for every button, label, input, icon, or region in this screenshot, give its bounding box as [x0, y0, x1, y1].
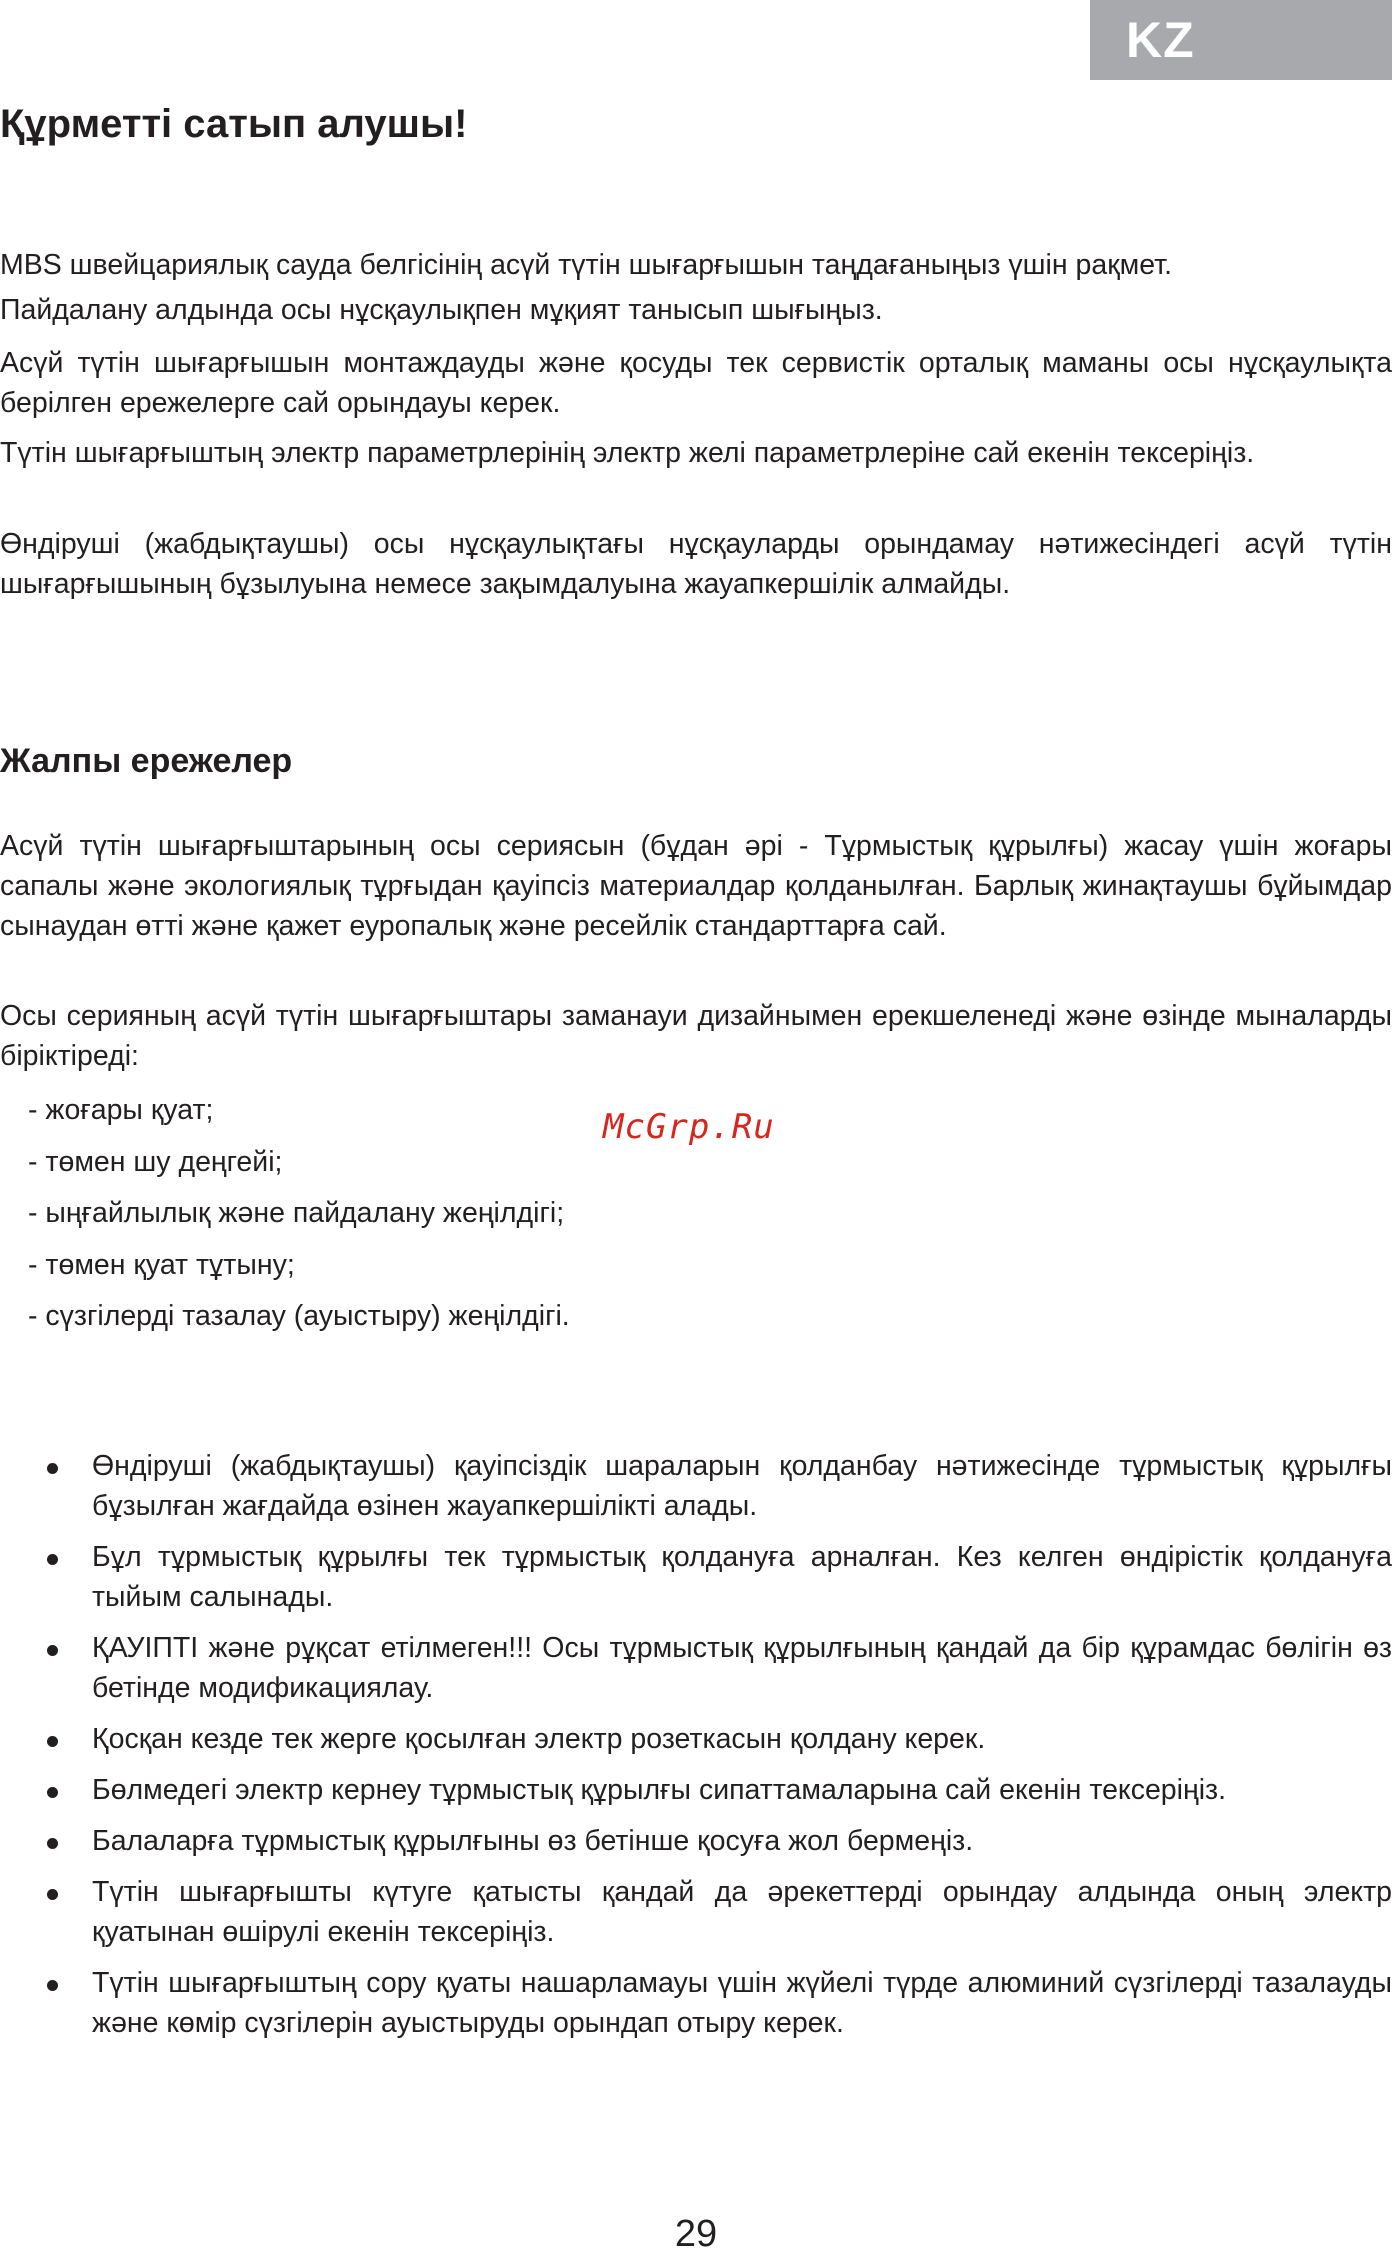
safety-rule-item [0, 1446, 1392, 1526]
features-list [28, 1085, 570, 1343]
language-tab: KZ [1090, 0, 1392, 80]
safety-rule-item [0, 1821, 1392, 1861]
safety-rule-item [0, 1537, 1392, 1617]
section-title-general: Жалпы ережелер [0, 742, 293, 780]
bullet-icon [47, 1554, 58, 1565]
safety-rules-list [0, 1446, 1392, 2054]
safety-rule-text: Өндіруші (жабдықтаушы) қауіпсіздік шараларын қолданбау нәтижесінде тұрмыстық құрылғы бұзылған жағдайда өзінен жауапкершілікті алады. [92, 1450, 1392, 1522]
feature-item: - төмен шу деңгейі; [28, 1145, 283, 1178]
safety-rule-item [0, 1872, 1392, 1952]
bullet-icon [47, 1463, 58, 1474]
safety-rule-text: Бөлмедегі электр кернеу тұрмыстық құрылғы сипаттамаларына сай екенін тексеріңіз. [92, 1774, 1227, 1806]
watermark: McGrp.Ru [603, 1107, 775, 1147]
safety-rule-text: Балаларға тұрмыстық құрылғыны өз бетінше қосуға жол бермеңіз. [92, 1825, 974, 1857]
feature-item: - жоғары қуат; [28, 1094, 214, 1126]
page-title: Құрметті сатып алушы! [0, 102, 468, 146]
bullet-icon [47, 1736, 58, 1747]
safety-rule-text: Түтін шығарғыштың сору қуаты нашарламауы үшін жүйелі түрде алюминий сүзгілерді тазалауды және көмір сүзгілерін ауыстыруды орындап отыру керек. [92, 1967, 1392, 2039]
safety-rule-item [0, 1770, 1392, 1810]
safety-rule-item [0, 1628, 1392, 1708]
safety-rule-item [0, 1719, 1392, 1759]
page-number: 29 [674, 2213, 718, 2255]
intro-paragraph: Түтін шығарғыштың электр параметрлерінің электр желі параметрлеріне сай екенін тексеріңіз. [0, 437, 1255, 469]
feature-item: - ыңғайлылық және пайдалану жеңілдігі; [28, 1197, 565, 1230]
safety-rule-text: ҚАУІПТІ және рұқсат етілмеген!!! Осы тұрмыстық құрылғының қандай да бір құрамдас бөлігін өз бетінде модификациялау. [92, 1632, 1392, 1704]
safety-rule-item [0, 1963, 1392, 2043]
general-paragraph: Осы серияның асүй түтін шығарғыштары заманауи дизайнымен ерекшеленеді және өзінде мыналарды біріктіреді: [0, 1000, 1392, 1072]
intro-paragraph: Пайдалану алдында осы нұсқаулықпен мұқият танысып шығыңыз. [0, 294, 883, 326]
safety-rule-text: Түтін шығарғышты күтуге қатысты қандай да әрекеттерді орындау алдында оның электр қуатынан өшірулі екенін тексеріңіз. [92, 1876, 1392, 1948]
intro-paragraph: Өндіруші (жабдықтаушы) осы нұсқаулықтағы нұсқауларды орындамау нәтижесіндегі асүй түтін шығарғышының бұзылуына немесе зақымдалуына жауапкершілік алмайды. [0, 528, 1392, 600]
intro-paragraph: MBS швейцариялық сауда белгісінің асүй түтін шығарғышын таңдағаныңыз үшін рақмет. [0, 249, 1172, 281]
bullet-icon [47, 1980, 58, 1991]
safety-rule-text: Бұл тұрмыстық құрылғы тек тұрмыстық қолдануға арналған. Кез келген өндірістік қолдануға тыйым салынады. [92, 1541, 1392, 1613]
safety-rule-text: Қосқан кезде тек жерге қосылған электр розеткасын қолдану керек. [92, 1723, 986, 1755]
feature-item: - сүзгілерді тазалау (ауыстыру) жеңілдігі. [28, 1300, 570, 1333]
feature-item: - төмен қуат тұтыну; [28, 1248, 295, 1281]
bullet-icon [47, 1787, 58, 1798]
bullet-icon [47, 1838, 58, 1849]
general-paragraph: Асүй түтін шығарғыштарының осы сериясын (бұдан әрі - Тұрмыстық құрылғы) жасау үшін жоғары сапалы және экологиялық тұрғыдан қауіпсіз материалдар қолданылған. Барлық жинақтаушы бұйымдар сынаудан өтті және қажет еуропалық және ресейлік стандарттарға сай. [0, 830, 1392, 942]
intro-paragraph: Асүй түтін шығарғышын монтаждауды және қосуды тек сервистік орталық маманы осы нұсқаулықта берілген ережелерге сай орындауы керек. [0, 347, 1392, 419]
bullet-icon [47, 1889, 58, 1900]
bullet-icon [47, 1645, 58, 1656]
